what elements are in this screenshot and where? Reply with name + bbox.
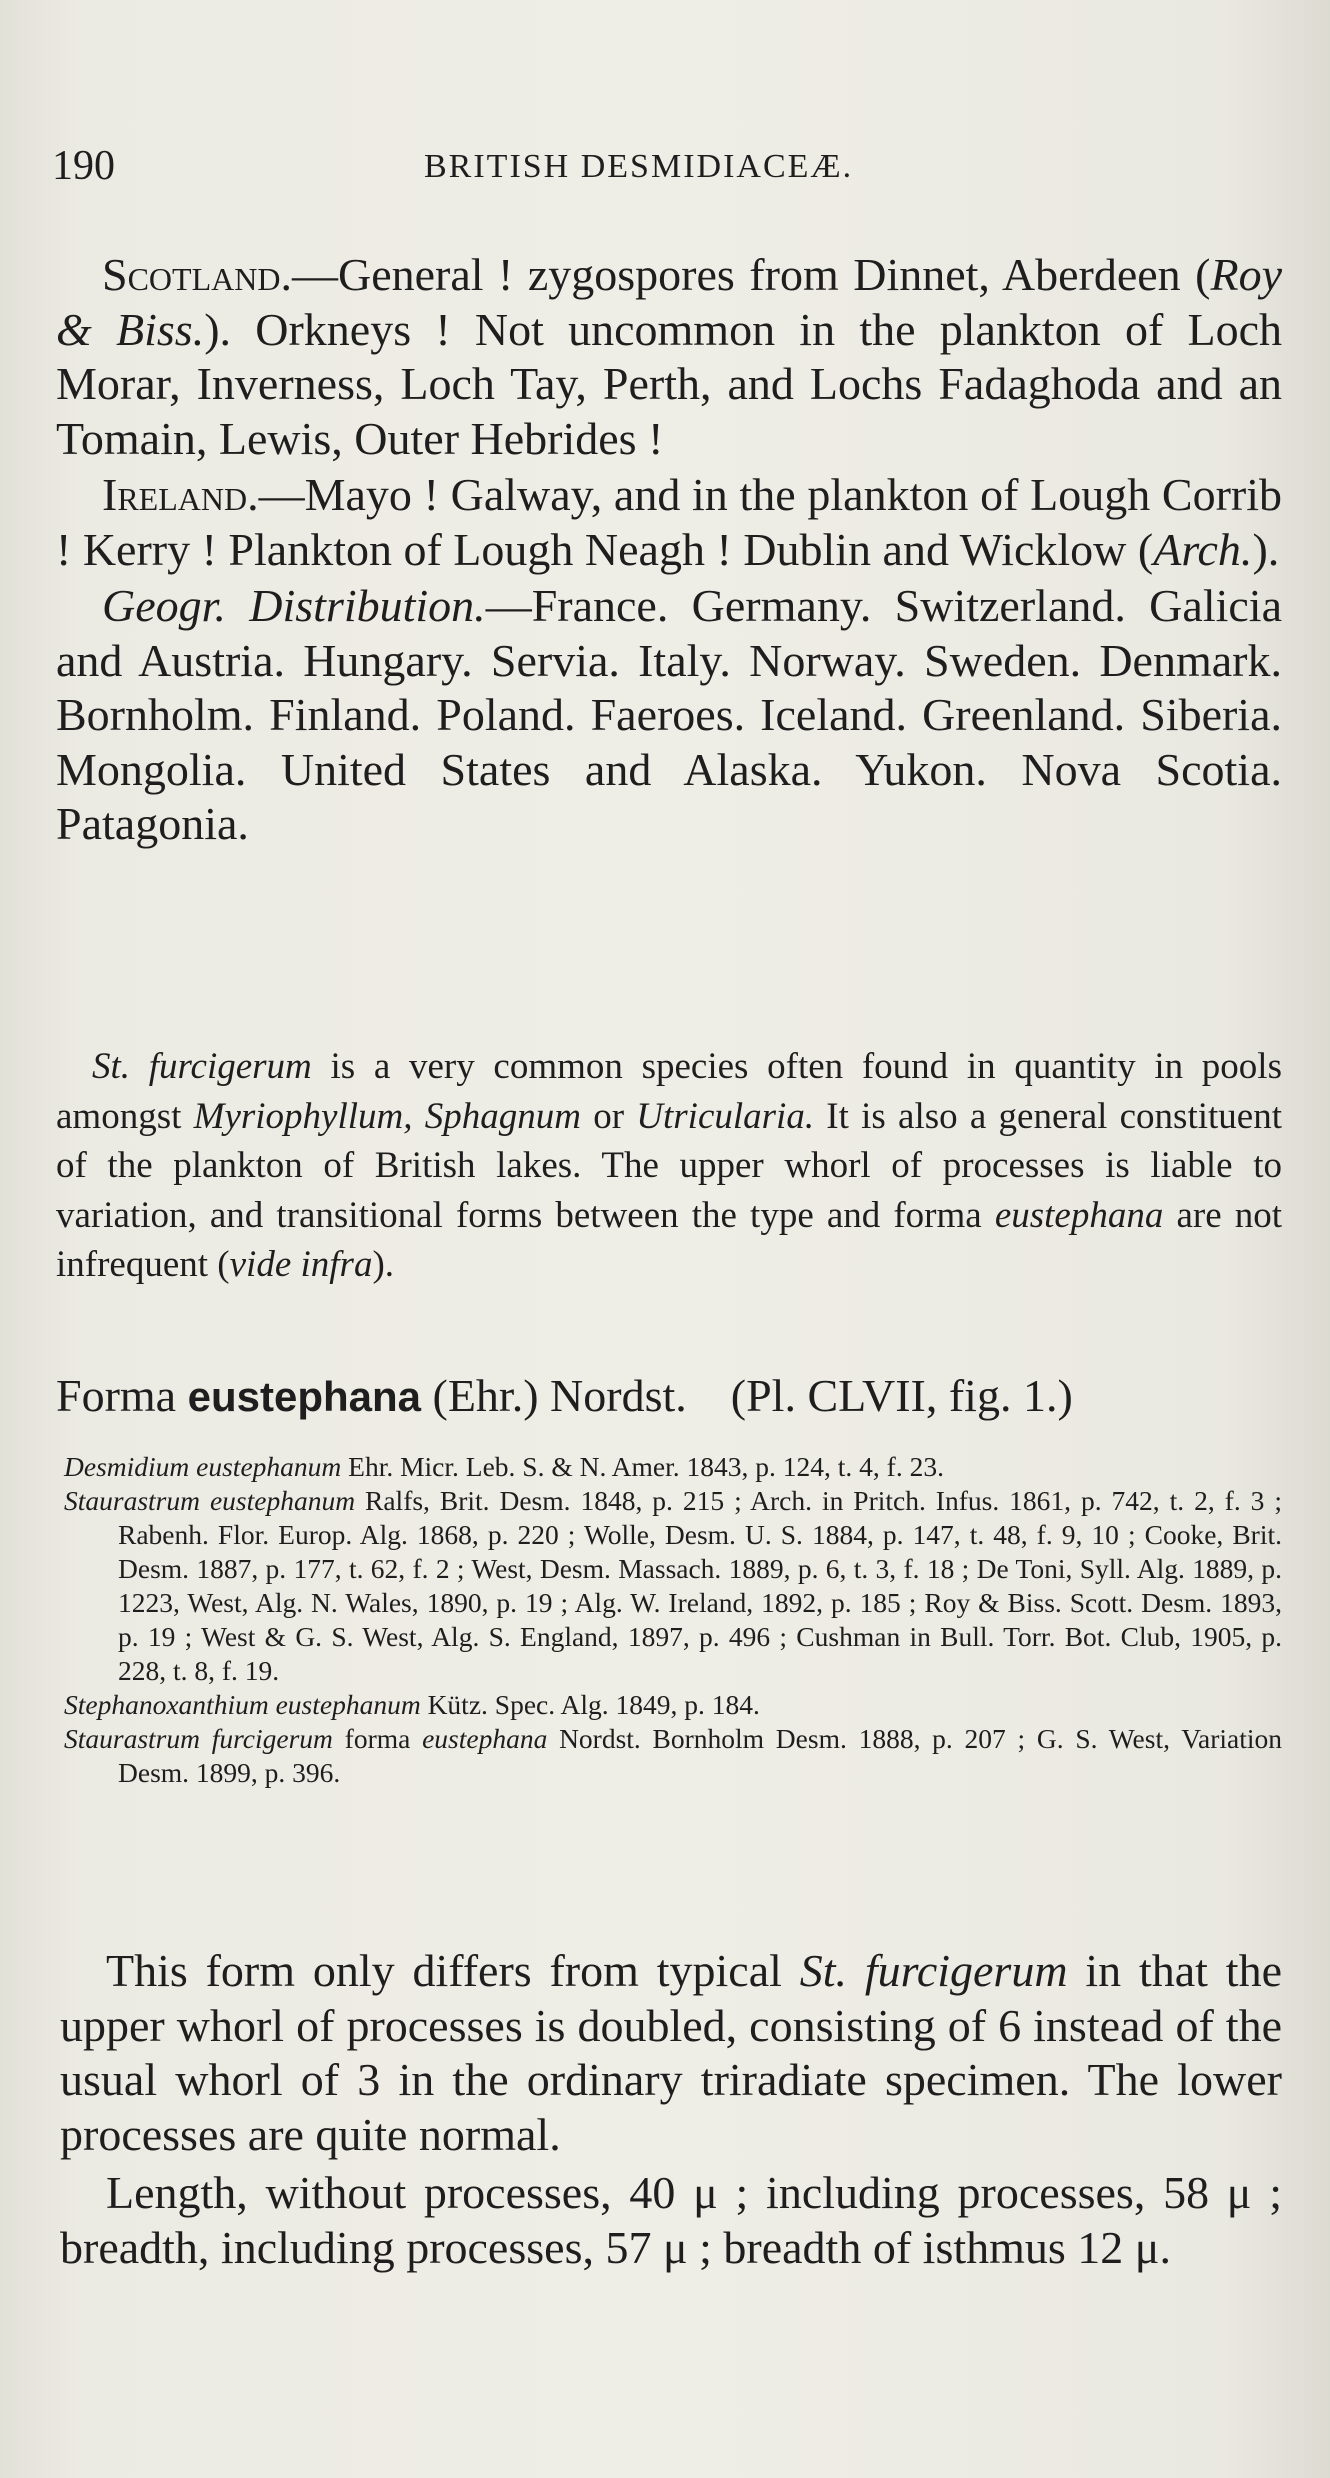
synonym-forma: eustephana (422, 1723, 548, 1754)
description-text-2: in that the upper whorl of processes is doubled, consisting of 6 instead of the usual whorl of 3 in the ordinary triradiate specimen. The lower processes are quite normal. (60, 1945, 1282, 2160)
synonym-citation: Kütz. Spec. Alg. 1849, p. 184. (420, 1689, 760, 1720)
note-text-4: are not infrequent ( (56, 1194, 1282, 1285)
ireland-text-2: ). (1252, 523, 1280, 575)
synonym-entry (56, 1484, 1282, 1688)
species-note (56, 1042, 1282, 1290)
note-genus-2: Sphagnum (424, 1095, 581, 1137)
synonym-citation: Ehr. Micr. Leb. S. & N. Amer. 1843, p. 124, t. 4, f. 23. (341, 1451, 944, 1482)
scotland-text-1: —General ! zygospores from Dinnet, Aberdeen ( (291, 249, 1211, 300)
scotland-label: Scotland. (102, 249, 292, 300)
forma-heading (56, 1368, 1296, 1425)
forma-plate-reference: (Pl. CLVII, fig. 1.) (730, 1370, 1073, 1421)
synonym-entry (56, 1722, 1282, 1790)
note-genus-3: Utricularia. (636, 1095, 815, 1137)
note-text-2: or (580, 1095, 637, 1137)
note-genus-1: Myriophyllum, (193, 1095, 413, 1137)
description-species: St. furcigerum (799, 1945, 1068, 1996)
synonym-name: Desmidium eustephanum (64, 1451, 342, 1482)
scotland-text-2: ). Orkneys ! Not uncommon in the plankton of Loch Morar, Inverness, Loch Tay, Perth, and Lochs Fadaghoda and an Tomain, Lewis, Outer Hebrides ! (56, 303, 1283, 464)
synonym-citation: Ralfs, Brit. Desm. 1848, p. 215 ; Arch. in Pritch. Infus. 1861, p. 742, t. 2, f. 3 ; Rabenh. Flor. Europ. Alg. 1868, p. 220 ; Wolle, Desm. U. S. 1884, p. 147, t. 48, f. 9, 10 ; Cooke, Brit. Desm. 1887, p. 177, t. 62, f. 2 ; West, Desm. Massach. 1889, p. 6, t. 3, f. 18 ; De Toni, Syll. Alg. 1889, p. 1223, West, Alg. N. Wales, 1890, p. 19 ; Alg. W. Ireland, 1892, p. 185 ; Roy & Biss. Scott. Desm. 1893, p. 19 ; West & G. S. West, Alg. S. England, 1897, p. 496 ; Cushman in Bull. Torr. Bot. Club, 1905, p. 228, t. 8, f. 19. (118, 1485, 1282, 1686)
distribution-paragraph (56, 579, 1282, 852)
note-forma: eustephana (994, 1194, 1164, 1236)
note-species: St. furcigerum (92, 1046, 312, 1087)
ireland-authority: Arch. (1153, 523, 1253, 575)
synonymy-list (56, 1450, 1282, 1790)
distribution-text: —France. Germany. Switzerland. Galicia and Austria. Hungary. Servia. Italy. Norway. Sweden. Denmark. Bornholm. Finland. Poland. Faeroes. Iceland. Greenland. Siberia. Mongolia. United States and Alaska. Yukon. Nova Scotia. Patagonia. (56, 580, 1282, 849)
forma-prefix: Forma (56, 1370, 188, 1421)
page-header (52, 142, 1282, 202)
note-text-3: It is also a general constituent of the plankton of British lakes. The upper whorl of processes is liable to variation, and transitional forms between the type and forma (56, 1095, 1282, 1236)
forma-authority: (Ehr.) Nordst. (421, 1370, 687, 1421)
measurements-paragraph: Length, without processes, 40 μ ; including processes, 58 μ ; breadth, including processes, 57 μ ; breadth of isthmus 12 μ. (60, 2167, 1282, 2273)
locality-section (56, 248, 1282, 854)
synonym-citation: forma (332, 1723, 423, 1754)
running-head: BRITISH DESMIDIACEÆ. (424, 148, 854, 185)
synonym-entry (56, 1688, 1282, 1722)
synonym-citation: Nordst. Bornholm Desm. 1888, p. 207 ; G. S. West, Variation Desm. 1899, p. 396. (118, 1723, 1282, 1788)
synonym-name: Stephanoxanthium eustephanum (64, 1689, 421, 1720)
description-paragraph (60, 1944, 1282, 2162)
note-paragraph (56, 1042, 1282, 1290)
scotland-paragraph (56, 248, 1282, 466)
distribution-label: Geogr. Distribution. (102, 580, 486, 631)
ireland-paragraph (56, 468, 1282, 577)
note-vide: vide infra (229, 1244, 373, 1285)
note-text-1: is a very common species often found in quantity in pools amongst (56, 1046, 1282, 1137)
synonym-name: Staurastrum furcigerum (64, 1723, 333, 1754)
description-section (60, 1944, 1282, 2279)
ireland-label: Ireland. (102, 469, 259, 520)
ireland-text-1: —Mayo ! Galway, and in the plankton of Lough Corrib ! Kerry ! Plankton of Lough Neagh ! Dublin and Wicklow ( (56, 469, 1282, 575)
page-number: 190 (52, 143, 115, 189)
description-text-1: This form only differs from typical (106, 1945, 800, 1996)
note-text-5: ). (372, 1244, 395, 1285)
synonym-name: Staurastrum eustephanum (64, 1485, 356, 1516)
scotland-authority: Roy & Biss. (56, 249, 1282, 355)
synonym-entry (56, 1450, 1282, 1484)
forma-name: eustephana (187, 1373, 422, 1420)
